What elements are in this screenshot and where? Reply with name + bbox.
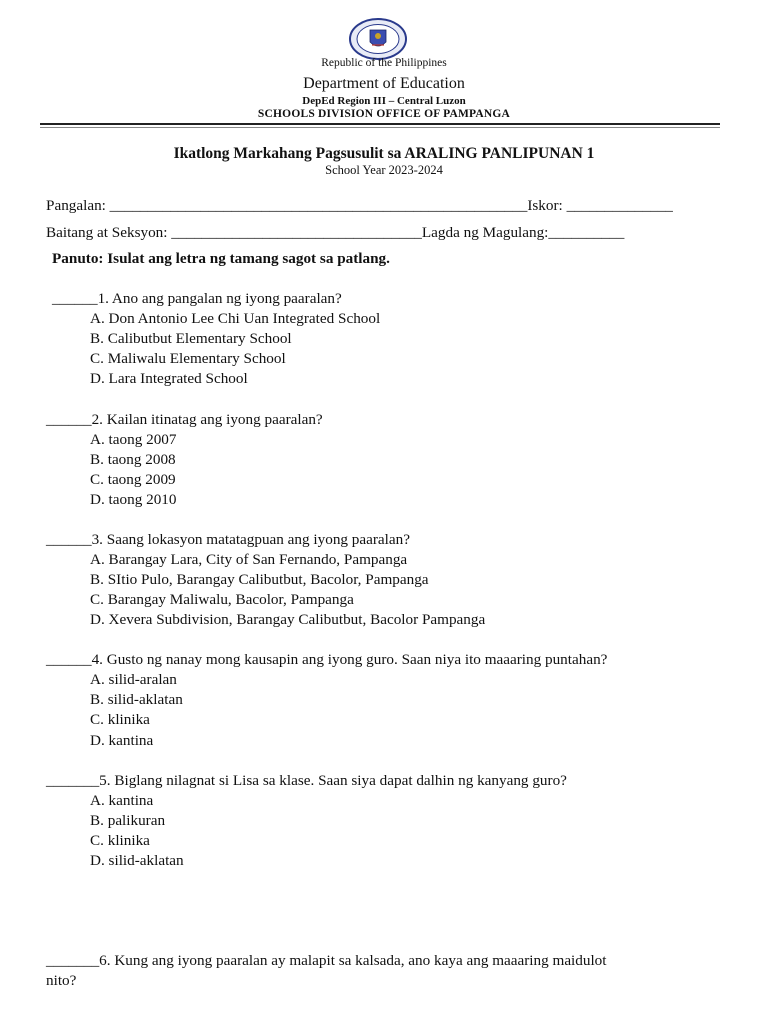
choice-1d: D. Lara Integrated School [90,370,248,387]
grade-signature-field[interactable]: Baitang at Seksyon: _________________________________Lagda ng Magulang:__________ [46,224,625,241]
instructions: Panuto: Isulat ang letra ng tamang sagot sa patlang. [52,250,390,267]
question-1: ______1. Ano ang pangalan ng iyong paaralan? [52,290,342,307]
choice-5c: C. klinika [90,832,150,849]
question-5: _______5. Biglang nilagnat si Lisa sa klase. Saan siya dapat dalhin ng kanyang guro? [46,772,567,789]
region-label: DepEd Region III – Central Luzon [302,95,466,107]
school-year: School Year 2023-2024 [325,163,443,177]
choice-3a: A. Barangay Lara, City of San Fernando, Pampanga [90,551,408,568]
choice-1a: A. Don Antonio Lee Chi Uan Integrated School [90,310,381,327]
choice-5b: B. palikuran [90,812,166,829]
header-divider [40,123,720,125]
choice-2d: D. taong 2010 [90,491,177,508]
choice-5d: D. silid-aklatan [90,852,184,869]
choice-3c: C. Barangay Maliwalu, Bacolor, Pampanga [90,591,354,608]
name-score-field[interactable]: Pangalan: _______________________________________________________Iskor: ______________ [46,197,673,214]
choice-1b: B. Calibutbut Elementary School [90,330,292,347]
question-6-continued: nito? [46,972,77,989]
question-2: ______2. Kailan itinatag ang iyong paaralan? [46,411,323,428]
choice-1c: C. Maliwalu Elementary School [90,350,286,367]
choice-4c: C. klinika [90,711,150,728]
exam-title: Ikatlong Markahang Pagsusulit sa ARALING PANLIPUNAN 1 [173,145,595,162]
choice-2a: A. taong 2007 [90,431,177,448]
choice-4b: B. silid-aklatan [90,691,183,708]
division-label: SCHOOLS DIVISION OFFICE OF PAMPANGA [257,108,511,120]
question-6: _______6. Kung ang iyong paaralan ay malapit sa kalsada, ano kaya ang maaaring maidulot [46,952,607,969]
choice-4d: D. kantina [90,732,154,749]
deped-seal-logo [349,18,407,60]
choice-3b: B. SItio Pulo, Barangay Calibutbut, Bacolor, Pampanga [90,571,429,588]
choice-2c: C. taong 2009 [90,471,176,488]
choice-3d: D. Xevera Subdivision, Barangay Calibutbut, Bacolor Pampanga [90,611,486,628]
question-4: ______4. Gusto ng nanay mong kausapin ang iyong guro. Saan niya ito maaaring puntahan? [46,651,608,668]
department-label: Department of Education [303,75,465,92]
choice-5a: A. kantina [90,792,154,809]
header-divider-thin [40,127,720,128]
republic-label: Republic of the Philippines [321,57,447,69]
choice-2b: B. taong 2008 [90,451,176,468]
question-3: ______3. Saang lokasyon matatagpuan ang iyong paaralan? [46,531,410,548]
choice-4a: A. silid-aralan [90,671,177,688]
